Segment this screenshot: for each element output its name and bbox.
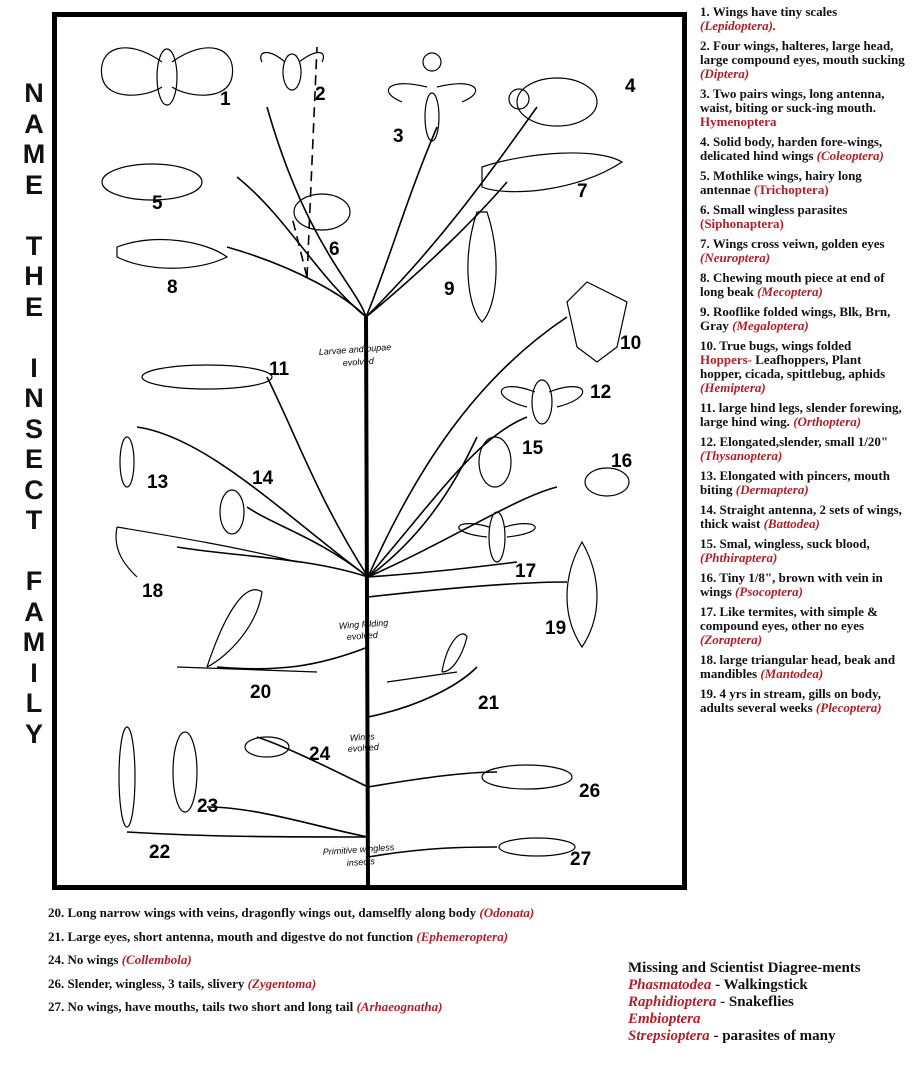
bottom-key-item: 26. Slender, wingless, 3 tails, slivery (Zygentoma) xyxy=(48,975,317,991)
insect-number: 16 xyxy=(611,451,633,472)
insect-number: 24 xyxy=(309,744,331,765)
title-letter: A xyxy=(24,596,44,627)
branch-1 xyxy=(267,107,366,317)
insect-number-labels xyxy=(142,76,641,870)
stonefly-icon xyxy=(567,542,597,647)
title-letter: T xyxy=(25,505,43,535)
branch-20 xyxy=(217,647,368,669)
title-letter: E xyxy=(24,169,43,200)
insect-number: 8 xyxy=(167,277,178,298)
title-letter: L xyxy=(25,688,43,718)
earwig-icon xyxy=(120,437,134,487)
branch-14 xyxy=(247,507,368,577)
insect-number: 18 xyxy=(142,581,164,602)
insect-number: 7 xyxy=(577,181,588,202)
missing-row: Raphidioptera - Snakeflies xyxy=(628,994,794,1010)
wings-label-line2: evolved xyxy=(347,741,380,754)
key-item: 19. 4 yrs in stream, gills on body, adults several weeks (Plecoptera) xyxy=(700,686,882,715)
mantis-icon xyxy=(116,527,297,577)
branch-7 xyxy=(366,182,507,317)
key-item: 14. Straight antenna, 2 sets of wings, thick waist (Battodea) xyxy=(700,502,902,531)
insect-number: 2 xyxy=(315,84,326,105)
key-item: 17. Like termites, with simple & compound eyes, other no eyes (Zoraptera) xyxy=(700,604,879,647)
title-letter xyxy=(14,322,54,353)
insect-number: 5 xyxy=(152,193,163,214)
branch-15 xyxy=(368,437,477,577)
title-letter: N xyxy=(24,383,44,413)
bottom-key-item: 24. No wings (Collembola) xyxy=(48,952,192,967)
wing-folding-label-line1: Wing folding xyxy=(338,617,389,631)
insect-number: 12 xyxy=(590,382,612,403)
springtail-segmented-icon xyxy=(173,732,197,812)
jumping-bristletail-icon xyxy=(499,838,575,856)
stinkbug-icon xyxy=(567,282,627,362)
primitive-label-line1: Primitive wingless xyxy=(322,842,395,857)
primitive-label-line2: insects xyxy=(346,856,376,868)
insect-number: 15 xyxy=(522,438,544,459)
insect-number: 10 xyxy=(620,333,642,354)
key-item: 2. Four wings, halteres, large head, large compound eyes, mouth sucking (Diptera) xyxy=(700,38,905,81)
title-letter: C xyxy=(24,474,44,505)
insect-key xyxy=(700,5,905,721)
branch-22 xyxy=(127,832,368,837)
trunk xyxy=(366,317,368,885)
title-letter: N xyxy=(24,78,44,108)
key-item: 5. Mothlike wings, hairy long antennae (Trichoptera) xyxy=(700,168,862,197)
phylogeny-tree xyxy=(57,17,682,885)
grasshopper-icon xyxy=(142,365,272,389)
branch-26 xyxy=(368,772,497,787)
branch-2 xyxy=(307,47,317,277)
branch-17 xyxy=(368,562,517,577)
thrips-icon xyxy=(501,380,582,424)
insect-number: 3 xyxy=(393,126,404,147)
title-letter xyxy=(14,200,54,231)
insect-number: 19 xyxy=(545,618,567,639)
tree-branches xyxy=(127,47,567,885)
key-item: 1. Wings have tiny scales (Lepidoptera). xyxy=(700,4,838,33)
key-item: 6. Small wingless parasites (Siphonaptera) xyxy=(700,202,848,231)
insect-number: 21 xyxy=(478,693,500,714)
insect-number: 27 xyxy=(570,849,592,870)
title-letter xyxy=(14,536,54,567)
branch-3 xyxy=(366,127,437,317)
key-item: 9. Rooflike folded wings, Blk, Brn, Gray (Megaloptera) xyxy=(700,304,891,333)
wings-label-line1: Wings xyxy=(349,731,376,743)
moth-icon xyxy=(101,48,232,105)
missing-title: Missing and Scientist Diagree-ments xyxy=(628,960,861,976)
insect-number: 4 xyxy=(625,76,636,97)
title-letter: E xyxy=(24,291,43,322)
bottom-key-item: 27. No wings, have mouths, tails two short and long tail (Arhaeognatha) xyxy=(48,999,443,1014)
vertical-title xyxy=(14,78,54,749)
key-item: 8. Chewing mouth piece at end of long beak (Mecoptera) xyxy=(700,270,885,299)
branch-5 xyxy=(237,177,366,317)
mayfly-icon xyxy=(387,634,467,682)
dobsonfly-icon xyxy=(468,212,496,322)
louse-icon xyxy=(479,437,511,487)
title-letter: I xyxy=(30,657,38,688)
key-item: 12. Elongated,slender, small 1/20" (Thysanoptera) xyxy=(700,434,889,463)
key-item: 13. Elongated with pincers, mouth biting (Dermaptera) xyxy=(700,468,890,497)
scorpionfly-icon xyxy=(117,240,227,269)
missing-row: Phasmatodea - Walkingstick xyxy=(628,977,808,993)
title-letter: M xyxy=(22,139,46,169)
bottom-key xyxy=(48,905,608,1023)
wing-folding-label-line2: evolved xyxy=(346,629,379,642)
insect-number: 9 xyxy=(444,279,455,300)
dragonfly-icon xyxy=(177,590,317,672)
branch-19 xyxy=(368,582,567,597)
branch-8 xyxy=(227,247,366,317)
insect-number: 22 xyxy=(149,842,171,863)
key-item: 7. Wings cross veiwn, golden eyes (Neuroptera) xyxy=(700,236,885,265)
branch-21 xyxy=(368,667,477,717)
title-letter: F xyxy=(25,566,43,596)
title-letter: H xyxy=(24,261,44,291)
bottom-key-item: 21. Large eyes, short antenna, mouth and digestve do not function (Ephemeroptera) xyxy=(48,928,509,944)
branch-18 xyxy=(177,547,368,577)
insect-number: 1 xyxy=(220,89,231,110)
insect-number: 14 xyxy=(252,468,274,489)
key-item: 10. True bugs, wings folded Hoppers- Leafhoppers, Plant hopper, cicada, spittlebug, aphids (Hemiptera) xyxy=(700,338,886,395)
missing-row: Embioptera xyxy=(628,1011,701,1027)
insect-number: 11 xyxy=(269,359,290,380)
key-item: 18. large triangular head, beak and mandibles (Mantodea) xyxy=(700,652,896,681)
insect-number: 26 xyxy=(579,781,601,802)
missing-section xyxy=(628,960,908,1045)
larvae-label-line1: Larvae and pupae xyxy=(318,341,392,357)
key-item: 15. Smal, wingless, suck blood, (Phthiraptera) xyxy=(700,536,870,565)
walkingstick-icon xyxy=(220,490,244,534)
title-letter: A xyxy=(24,108,44,139)
branch-13 xyxy=(137,427,368,577)
insect-number: 20 xyxy=(250,682,272,703)
title-letter: E xyxy=(24,444,43,474)
larvae-label-line2: evolved xyxy=(342,355,375,368)
title-letter: Y xyxy=(24,718,43,749)
bottom-key-item: 20. Long narrow wings with veins, dragonfly wings out, damselfly along body (Odonata) xyxy=(48,905,535,920)
title-letter: S xyxy=(24,413,43,444)
key-item: 4. Solid body, harden fore-wings, delicated hind wings (Coleoptera) xyxy=(700,134,884,163)
branch-23 xyxy=(207,807,368,837)
insect-number: 17 xyxy=(515,561,537,582)
zorapteran-icon xyxy=(459,512,535,562)
title-letter: I xyxy=(30,352,38,383)
silverfish-bristletail-icon xyxy=(119,727,135,827)
beetle-icon xyxy=(509,78,597,126)
insect-number: 13 xyxy=(147,472,169,493)
insect-number: 23 xyxy=(197,796,219,817)
silverfish-icon xyxy=(482,765,572,789)
key-item: 16. Tiny 1/8", brown with vein in wings (Psocoptera) xyxy=(700,570,883,599)
key-item: 3. Two pairs wings, long antenna, waist, biting or suck-ing mouth. Hymenoptera xyxy=(700,86,885,129)
key-item: 11. large hind legs, slender forewing, large hind wing. (Orthoptera) xyxy=(700,400,902,429)
missing-row: Strepsioptera - parasites of many xyxy=(628,1028,836,1044)
psocid-icon xyxy=(585,468,629,496)
insect-number: 6 xyxy=(329,239,340,260)
title-letter: M xyxy=(22,627,46,657)
evolution-labels xyxy=(318,342,395,868)
title-letter: T xyxy=(25,230,43,261)
flea-icon xyxy=(294,194,350,230)
branch-11 xyxy=(267,377,368,577)
